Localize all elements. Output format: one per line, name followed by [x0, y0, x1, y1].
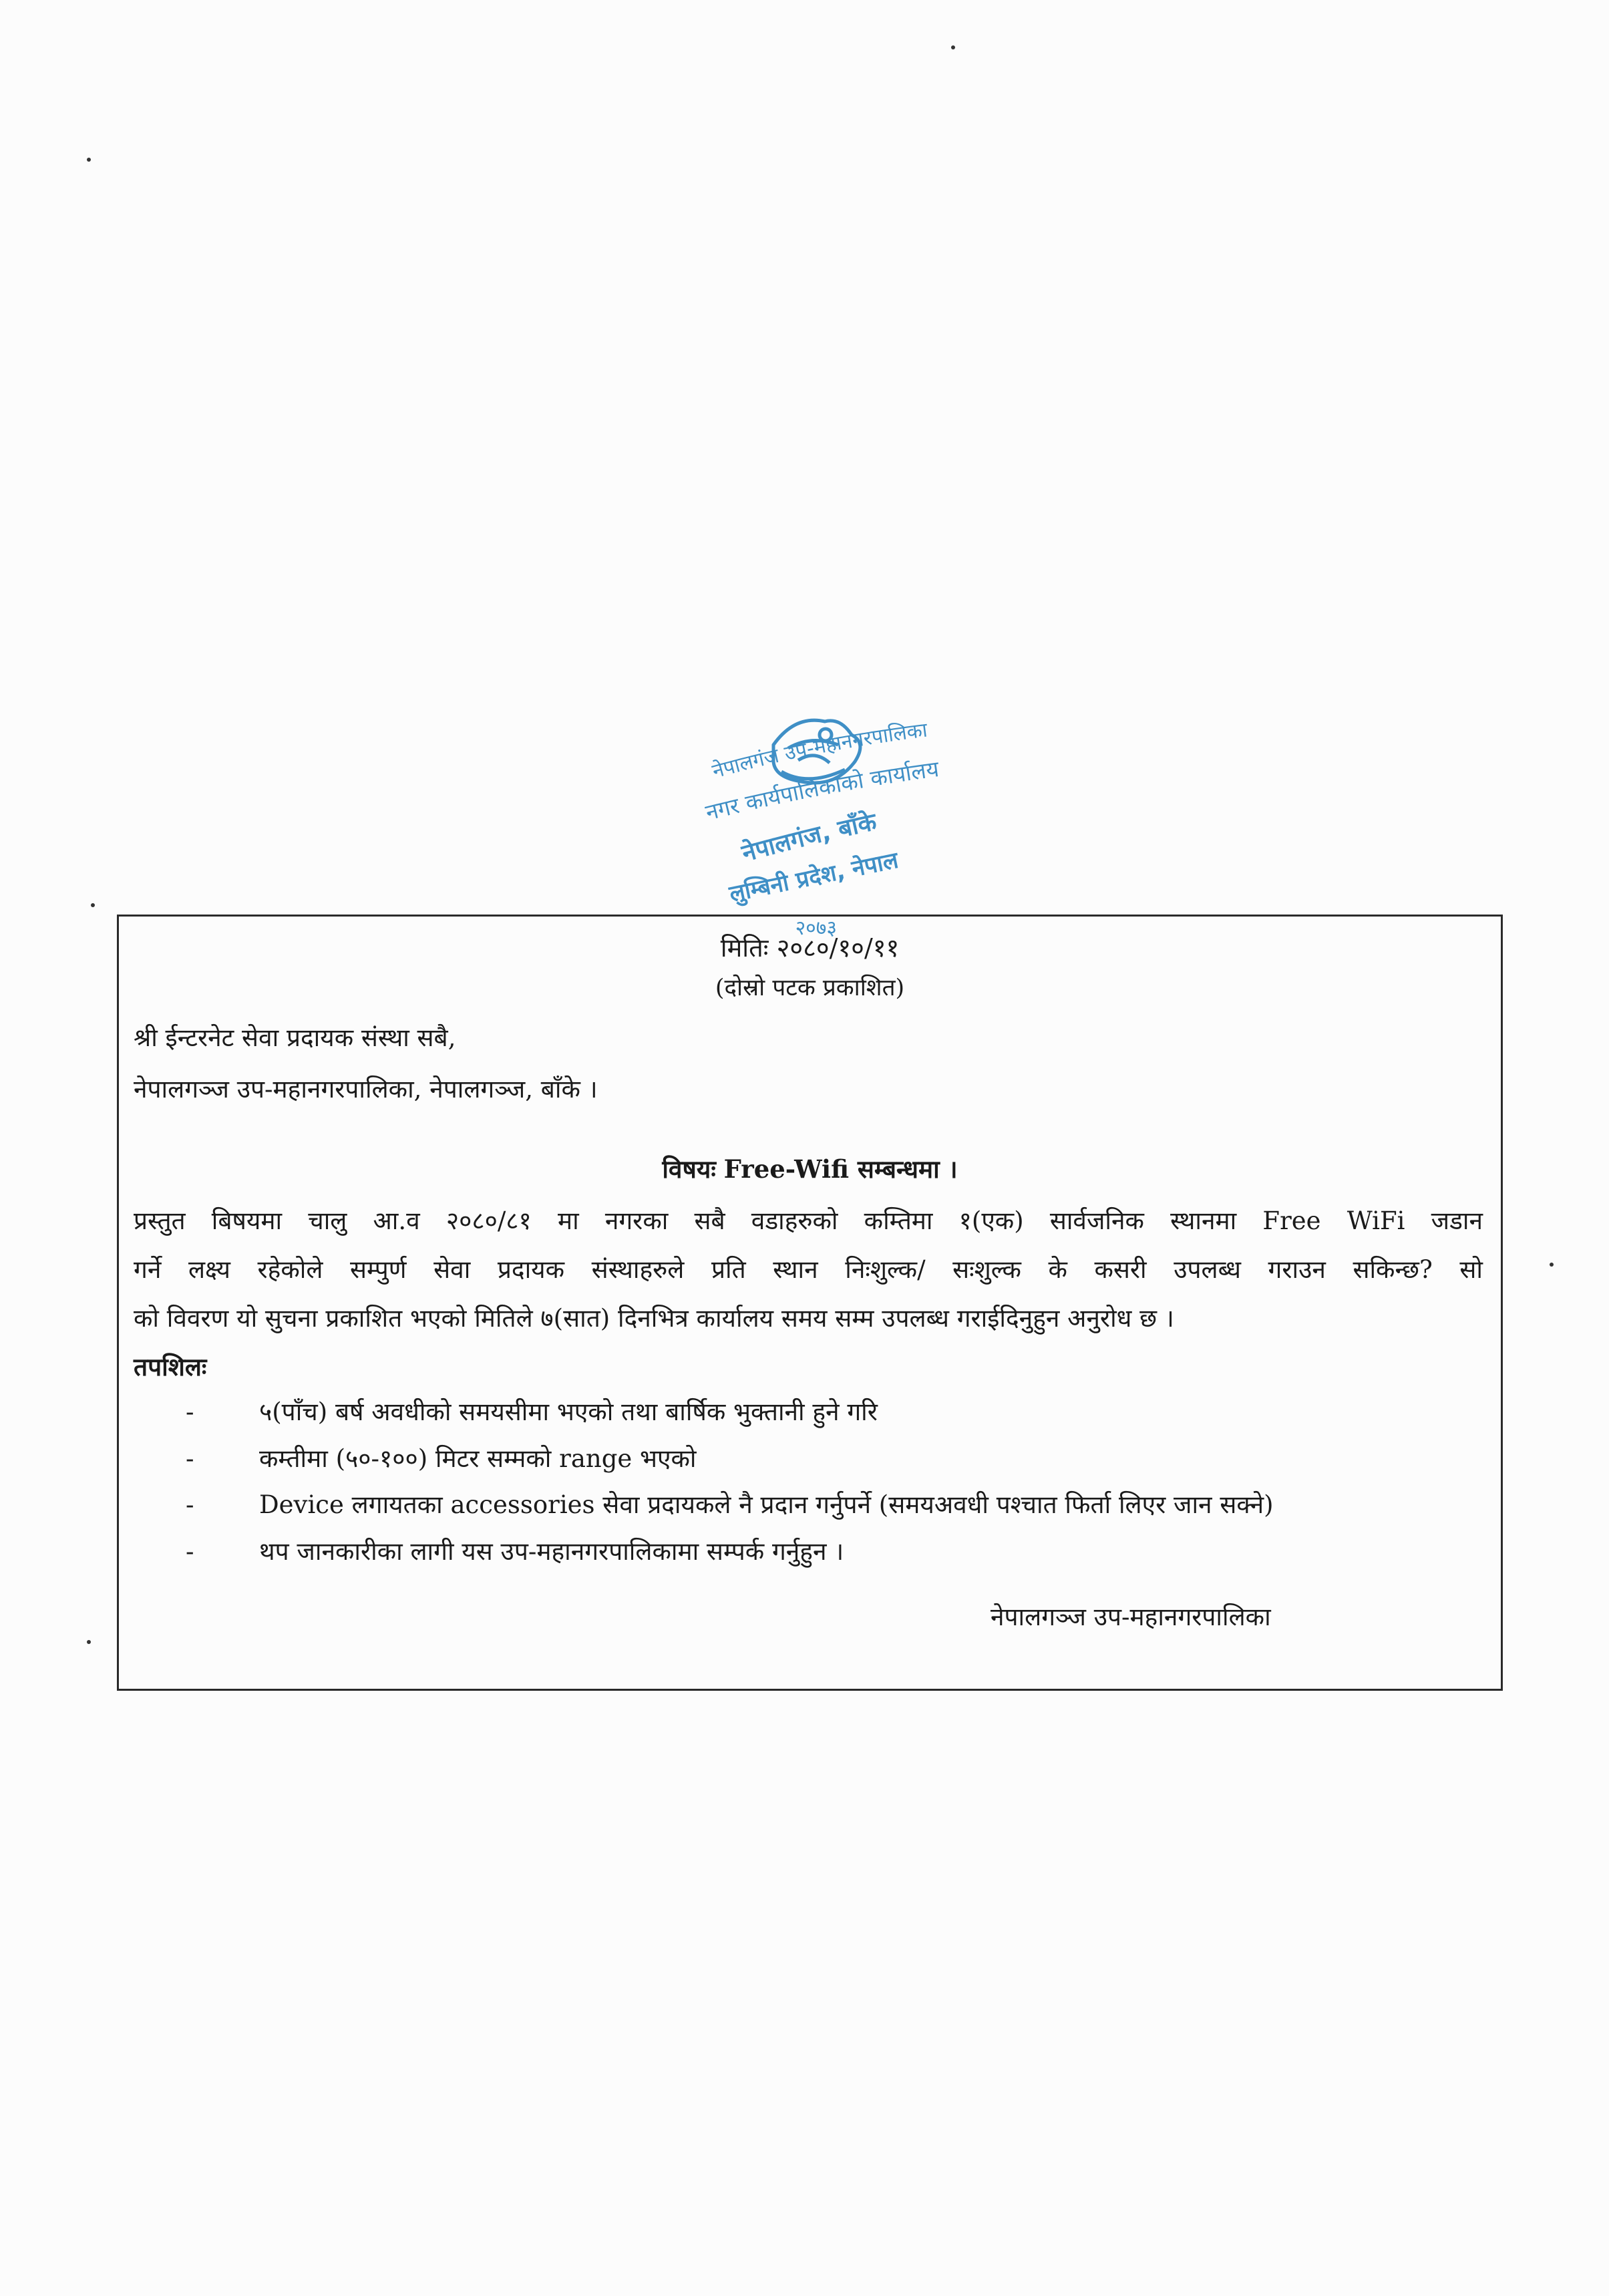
- scan-speck: [951, 45, 955, 49]
- list-item-text: थप जानकारीका लागी यस उप-महानगरपालिकामा सम्पर्क गर्नुहुन ।: [259, 1537, 844, 1566]
- subject-text: Free-Wifi सम्बन्धमा ।: [723, 1154, 958, 1184]
- addressee-line-2: नेपालगञ्ज उप-महानगरपालिका, नेपालगञ्ज, बाँके ।: [134, 1075, 598, 1104]
- list-item: [186, 1539, 844, 1564]
- seal-text-line2: नगर कार्यपालिकाको कार्यालय: [703, 756, 941, 826]
- date-label: मितिः: [720, 933, 769, 963]
- body-line-2: गर्ने लक्ष्य रहेकोले सम्पुर्ण सेवा प्रदायक संस्थाहरुले प्रति स्थान निःशुल्क/ सःशुल्क के कसरी उपलब्ध गराउन सकिन्छ? सो: [134, 1255, 1483, 1284]
- date-line: [119, 917, 1501, 963]
- seal-text-line3: नेपालगंज, बाँके: [739, 808, 879, 868]
- date-value-wrap: [776, 917, 900, 963]
- list-item-text: ५(पाँच) बर्ष अवधीको समयसीमा भएको तथा बार्षिक भुक्तानी हुने गरि: [259, 1398, 878, 1426]
- list-item: [186, 1446, 697, 1471]
- body-line-1: प्रस्तुत बिषयमा चालु आ.व २०८०/८१ मा नगरका सबै वडाहरुको कम्तिमा १(एक) सार्वजनिक स्थानमा Free WiFi जडान: [134, 1206, 1483, 1235]
- list-item: [186, 1492, 1274, 1517]
- subject-line: [119, 1154, 1501, 1184]
- bullet-dash: -: [186, 1537, 194, 1566]
- list-item: [186, 1400, 878, 1424]
- seal-text-line1: नेपालगंज उप-महानगरपालिका: [709, 718, 929, 784]
- addressee-line-1: श्री ईन्टरनेट सेवा प्रदायक संस्था सबै,: [134, 1023, 456, 1052]
- bullet-dash: -: [186, 1490, 194, 1519]
- notice-box: [117, 915, 1503, 1691]
- body-line-3: को विवरण यो सुचना प्रकाशित भएको मितिले ७(सात) दिनभित्र कार्यालय समय सम्म उपलब्ध गराईदिनुहुन अनुरोध छ ।: [134, 1304, 1174, 1333]
- list-item-text: Device लगायतका accessories सेवा प्रदायकले नै प्रदान गर्नुपर्ने (समयअवधी पश्चात फिर्ता लिएर जान सक्ने): [259, 1490, 1274, 1519]
- scan-speck: [87, 158, 91, 162]
- scan-speck: [91, 903, 95, 907]
- scan-speck: [87, 1640, 91, 1644]
- subject-label: विषयः: [662, 1154, 716, 1184]
- list-item-text: कम्तीमा (५०-१००) मिटर सम्मको range भएको: [259, 1444, 697, 1473]
- office-seal-stamp: [688, 708, 968, 909]
- seal-text-line4: लुम्बिनी प्रदेश, नेपाल: [727, 846, 901, 908]
- scan-speck: [1550, 1263, 1554, 1267]
- signature-block: नेपालगञ्ज उप-महानगरपालिका: [991, 1603, 1271, 1631]
- handwritten-year: २०७३: [795, 917, 837, 940]
- publication-status: (दोस्रो पटक प्रकाशित): [715, 975, 905, 1001]
- date-value: २०८०/१०/११: [776, 933, 900, 963]
- bullet-dash: -: [186, 1444, 194, 1473]
- bullet-dash: -: [186, 1398, 194, 1426]
- details-label: तपशिलः: [134, 1352, 207, 1381]
